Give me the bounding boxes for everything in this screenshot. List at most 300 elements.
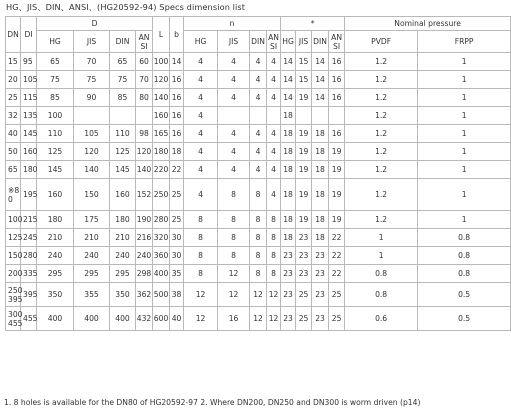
cell-d-ansi: 216: [136, 229, 153, 247]
cell-d-ansi: 70: [136, 71, 153, 89]
cell-frpp: 1: [418, 89, 511, 107]
cell-d-ansi: 140: [136, 161, 153, 179]
cell-n-jis: 4: [218, 71, 250, 89]
cell-l: 360: [153, 247, 170, 265]
cell-d-ansi: 80: [136, 89, 153, 107]
cell-s-jis: 25: [296, 283, 312, 307]
cell-n-din: 12: [250, 283, 267, 307]
cell-d-hg: 75: [37, 71, 74, 89]
cell-pvdf: 1.2: [345, 211, 418, 229]
cell-d-ansi: 362: [136, 283, 153, 307]
cell-s-ansi: 25: [329, 307, 345, 331]
cell-l: 220: [153, 161, 170, 179]
cell-l: 250: [153, 179, 170, 211]
cell-pvdf: 1.2: [345, 107, 418, 125]
cell-n-jis: [218, 107, 250, 125]
cell-d-jis: 175: [74, 211, 110, 229]
cell-s-din: 23: [312, 247, 329, 265]
cell-s-din: 18: [312, 211, 329, 229]
cell-d-ansi: 152: [136, 179, 153, 211]
cell-d-jis: 105: [74, 125, 110, 143]
cell-n-din: 4: [250, 161, 267, 179]
cell-s-hg: 18: [281, 143, 296, 161]
header-d-jis: JIS: [74, 31, 110, 53]
cell-dn-line: 20: [8, 75, 18, 84]
cell-n-ansi: 8: [267, 247, 281, 265]
cell-s-jis: 19: [296, 161, 312, 179]
header-row-1: [6, 17, 511, 31]
cell-d-jis: 140: [74, 161, 110, 179]
cell-s-hg: 18: [281, 179, 296, 211]
cell-s-hg: 18: [281, 229, 296, 247]
header-row-2: [6, 31, 511, 53]
cell-l: 600: [153, 307, 170, 331]
cell-n-din: 8: [250, 211, 267, 229]
header-n-ansi-an: AN: [268, 32, 279, 42]
cell-di: 395: [21, 283, 37, 307]
cell-d-hg: 240: [37, 247, 74, 265]
cell-d-hg: 110: [37, 125, 74, 143]
cell-dn-line: 100: [8, 215, 23, 224]
cell-dn-line: 150: [8, 251, 23, 260]
cell-b: 16: [170, 71, 184, 89]
cell-n-hg: 4: [184, 161, 218, 179]
cell-d-hg: 180: [37, 211, 74, 229]
header-n-hg: HG: [184, 31, 218, 53]
cell-d-jis: [74, 107, 110, 125]
cell-frpp: 1: [418, 143, 511, 161]
cell-di: 180: [21, 161, 37, 179]
table-row: [6, 53, 511, 71]
cell-n-din: 12: [250, 307, 267, 331]
cell-n-ansi: 4: [267, 179, 281, 211]
cell-n-ansi: 4: [267, 161, 281, 179]
table-row: [6, 265, 511, 283]
cell-pvdf: 0.6: [345, 307, 418, 331]
cell-l: 280: [153, 211, 170, 229]
cell-dn: [6, 125, 21, 143]
cell-d-ansi: 240: [136, 247, 153, 265]
cell-di: 160: [21, 143, 37, 161]
cell-n-hg: 4: [184, 89, 218, 107]
cell-l: 180: [153, 143, 170, 161]
cell-s-hg: 23: [281, 283, 296, 307]
cell-n-hg: 4: [184, 179, 218, 211]
cell-n-din: 4: [250, 125, 267, 143]
header-frpp: FRPP: [418, 31, 511, 53]
cell-s-din: 18: [312, 161, 329, 179]
cell-n-ansi: 8: [267, 229, 281, 247]
cell-s-jis: 19: [296, 179, 312, 211]
cell-s-ansi: 22: [329, 265, 345, 283]
cell-s-din: 23: [312, 283, 329, 307]
cell-b: 16: [170, 125, 184, 143]
cell-d-hg: 125: [37, 143, 74, 161]
cell-d-hg: 350: [37, 283, 74, 307]
cell-dn: [6, 89, 21, 107]
cell-frpp: 0.5: [418, 283, 511, 307]
cell-s-ansi: 16: [329, 71, 345, 89]
cell-n-din: 4: [250, 143, 267, 161]
cell-l: 160: [153, 107, 170, 125]
cell-d-jis: 90: [74, 89, 110, 107]
cell-dn: [6, 247, 21, 265]
cell-frpp: 0.5: [418, 307, 511, 331]
cell-dn-line: 25: [8, 93, 18, 102]
cell-n-hg: 4: [184, 125, 218, 143]
cell-b: 18: [170, 143, 184, 161]
cell-d-jis: 240: [74, 247, 110, 265]
cell-s-ansi: 19: [329, 179, 345, 211]
cell-s-jis: 15: [296, 53, 312, 71]
cell-d-ansi: 298: [136, 265, 153, 283]
cell-d-din: 125: [110, 143, 136, 161]
cell-l: 100: [153, 53, 170, 71]
cell-d-hg: 65: [37, 53, 74, 71]
cell-l: 120: [153, 71, 170, 89]
cell-d-hg: 160: [37, 179, 74, 211]
cell-di: 95: [21, 53, 37, 71]
cell-s-din: 14: [312, 89, 329, 107]
cell-di: 105: [21, 71, 37, 89]
cell-n-jis: 12: [218, 283, 250, 307]
cell-frpp: 1: [418, 125, 511, 143]
cell-b: 16: [170, 107, 184, 125]
cell-s-din: 18: [312, 125, 329, 143]
cell-s-ansi: 25: [329, 283, 345, 307]
cell-n-hg: 8: [184, 229, 218, 247]
cell-s-ansi: 16: [329, 89, 345, 107]
cell-frpp: 1: [418, 179, 511, 211]
cell-dn-line: 455: [8, 318, 23, 328]
cell-n-ansi: 4: [267, 125, 281, 143]
cell-b: 25: [170, 211, 184, 229]
cell-d-din: 75: [110, 71, 136, 89]
cell-s-ansi: [329, 107, 345, 125]
cell-d-jis: 150: [74, 179, 110, 211]
cell-d-ansi: [136, 107, 153, 125]
cell-s-ansi: 19: [329, 211, 345, 229]
cell-pvdf: 0.8: [345, 265, 418, 283]
header-d: D: [37, 17, 153, 31]
cell-d-ansi: 60: [136, 53, 153, 71]
header-di: DI: [21, 17, 37, 53]
cell-s-jis: 19: [296, 125, 312, 143]
cell-frpp: 0.8: [418, 265, 511, 283]
cell-b: 35: [170, 265, 184, 283]
cell-d-din: 240: [110, 247, 136, 265]
cell-l: 320: [153, 229, 170, 247]
cell-dn: [6, 307, 21, 331]
cell-frpp: 1: [418, 107, 511, 125]
cell-dn-line: 40: [8, 129, 18, 138]
cell-s-hg: 23: [281, 247, 296, 265]
header-l: L: [153, 17, 170, 53]
cell-n-din: 8: [250, 265, 267, 283]
table-row: [6, 107, 511, 125]
cell-s-ansi: 16: [329, 125, 345, 143]
cell-di: 245: [21, 229, 37, 247]
cell-n-jis: 12: [218, 265, 250, 283]
cell-n-hg: 4: [184, 53, 218, 71]
cell-dn: [6, 265, 21, 283]
cell-dn: [6, 179, 21, 211]
cell-d-din: 65: [110, 53, 136, 71]
cell-di: 115: [21, 89, 37, 107]
cell-s-jis: 19: [296, 211, 312, 229]
cell-n-ansi: 4: [267, 143, 281, 161]
header-s-hg: HG: [281, 31, 296, 53]
cell-n-jis: 16: [218, 307, 250, 331]
cell-n-din: 8: [250, 229, 267, 247]
cell-dn: [6, 229, 21, 247]
cell-pvdf: 1.2: [345, 53, 418, 71]
header-b: b: [170, 17, 184, 53]
table-row: [6, 89, 511, 107]
cell-d-jis: 120: [74, 143, 110, 161]
cell-s-ansi: 19: [329, 143, 345, 161]
cell-dn: [6, 53, 21, 71]
cell-dn-line: 395: [8, 294, 23, 304]
cell-n-hg: 8: [184, 247, 218, 265]
cell-l: 165: [153, 125, 170, 143]
cell-n-hg: 4: [184, 143, 218, 161]
cell-s-jis: 23: [296, 229, 312, 247]
cell-d-din: 400: [110, 307, 136, 331]
cell-dn: [6, 143, 21, 161]
cell-n-jis: 4: [218, 143, 250, 161]
cell-s-hg: 23: [281, 265, 296, 283]
cell-n-ansi: 4: [267, 53, 281, 71]
cell-d-din: 210: [110, 229, 136, 247]
cell-b: 25: [170, 179, 184, 211]
cell-d-ansi: 98: [136, 125, 153, 143]
cell-dn-line: 50: [8, 147, 18, 156]
cell-n-din: 8: [250, 179, 267, 211]
cell-dn: [6, 211, 21, 229]
cell-di: 195: [21, 179, 37, 211]
cell-dn-line: 65: [8, 165, 18, 174]
cell-pvdf: 1.2: [345, 71, 418, 89]
header-n-ansi: [267, 31, 281, 53]
header-s-ansi: [329, 31, 345, 53]
cell-pvdf: 1: [345, 229, 418, 247]
cell-n-din: 4: [250, 89, 267, 107]
cell-di: 145: [21, 125, 37, 143]
cell-n-ansi: 8: [267, 211, 281, 229]
cell-s-hg: 23: [281, 307, 296, 331]
cell-l: 500: [153, 283, 170, 307]
cell-di: 215: [21, 211, 37, 229]
cell-s-jis: 23: [296, 265, 312, 283]
cell-s-din: 23: [312, 265, 329, 283]
cell-di: 455: [21, 307, 37, 331]
cell-d-din: 145: [110, 161, 136, 179]
table-row: [6, 71, 511, 89]
cell-b: 30: [170, 229, 184, 247]
cell-d-ansi: 432: [136, 307, 153, 331]
cell-frpp: 0.8: [418, 247, 511, 265]
cell-d-din: 350: [110, 283, 136, 307]
cell-d-din: 160: [110, 179, 136, 211]
cell-n-ansi: 4: [267, 71, 281, 89]
cell-di: 135: [21, 107, 37, 125]
header-d-ansi: [136, 31, 153, 53]
cell-pvdf: 1.2: [345, 179, 418, 211]
table-row: [6, 307, 511, 331]
cell-pvdf: 1: [345, 247, 418, 265]
cell-s-din: 14: [312, 53, 329, 71]
header-n-jis: JIS: [218, 31, 250, 53]
cell-n-ansi: 8: [267, 265, 281, 283]
cell-dn: [6, 71, 21, 89]
cell-di: 280: [21, 247, 37, 265]
cell-dn: [6, 107, 21, 125]
cell-n-jis: 8: [218, 229, 250, 247]
cell-d-jis: 400: [74, 307, 110, 331]
cell-s-jis: 15: [296, 71, 312, 89]
cell-n-hg: 4: [184, 107, 218, 125]
cell-frpp: 1: [418, 71, 511, 89]
cell-b: 38: [170, 283, 184, 307]
cell-d-jis: 295: [74, 265, 110, 283]
header-s-jis: JIS: [296, 31, 312, 53]
cell-d-hg: 100: [37, 107, 74, 125]
cell-dn-line: 200: [8, 269, 23, 278]
header-d-din: DIN: [110, 31, 136, 53]
header-n-din: DIN: [250, 31, 267, 53]
footnote: 1. 8 holes is available for the DN80 of HG20592-97 2. Where DN200, DN250 and DN300 is worm driven (p14): [4, 398, 421, 407]
cell-d-din: 85: [110, 89, 136, 107]
cell-d-din: 295: [110, 265, 136, 283]
table-row: [6, 161, 511, 179]
header-n: n: [184, 17, 281, 31]
header-n-ansi-si: SI: [270, 41, 278, 51]
cell-s-ansi: 19: [329, 161, 345, 179]
cell-s-hg: 18: [281, 107, 296, 125]
cell-s-hg: 18: [281, 161, 296, 179]
header-star: *: [281, 17, 345, 31]
cell-s-hg: 14: [281, 71, 296, 89]
cell-dn: [6, 161, 21, 179]
cell-l: 140: [153, 89, 170, 107]
cell-di: 335: [21, 265, 37, 283]
cell-d-jis: 355: [74, 283, 110, 307]
cell-s-ansi: 22: [329, 229, 345, 247]
cell-d-din: [110, 107, 136, 125]
cell-frpp: 0.8: [418, 229, 511, 247]
cell-s-ansi: 16: [329, 53, 345, 71]
header-s-din: DIN: [312, 31, 329, 53]
cell-n-jis: 4: [218, 53, 250, 71]
cell-n-ansi: 12: [267, 283, 281, 307]
cell-l: 400: [153, 265, 170, 283]
cell-n-jis: 8: [218, 211, 250, 229]
cell-s-jis: [296, 107, 312, 125]
cell-frpp: 1: [418, 211, 511, 229]
header-s-ansi-an: AN: [331, 32, 343, 42]
cell-n-hg: 12: [184, 283, 218, 307]
cell-s-hg: 18: [281, 125, 296, 143]
cell-dn-line: 125: [8, 233, 23, 242]
cell-n-jis: 4: [218, 89, 250, 107]
cell-dn-line: ※8: [8, 185, 20, 195]
cell-d-hg: 400: [37, 307, 74, 331]
cell-pvdf: 1.2: [345, 125, 418, 143]
cell-dn-line: 15: [8, 57, 18, 66]
cell-pvdf: 1.2: [345, 89, 418, 107]
cell-dn-line: 250: [8, 285, 23, 295]
cell-d-hg: 145: [37, 161, 74, 179]
cell-n-hg: 12: [184, 307, 218, 331]
cell-n-jis: 4: [218, 161, 250, 179]
cell-pvdf: 1.2: [345, 143, 418, 161]
cell-d-jis: 210: [74, 229, 110, 247]
cell-d-ansi: 120: [136, 143, 153, 161]
cell-s-din: 23: [312, 307, 329, 331]
header-d-ansi-an: AN: [138, 32, 150, 42]
cell-n-din: 4: [250, 71, 267, 89]
cell-n-din: [250, 107, 267, 125]
cell-d-jis: 70: [74, 53, 110, 71]
cell-d-din: 110: [110, 125, 136, 143]
header-dn: DN: [6, 17, 21, 53]
cell-dn: [6, 283, 21, 307]
table-row: [6, 283, 511, 307]
cell-d-jis: 75: [74, 71, 110, 89]
cell-n-jis: 4: [218, 125, 250, 143]
spec-table: [5, 16, 511, 331]
cell-n-ansi: [267, 107, 281, 125]
cell-s-din: 14: [312, 71, 329, 89]
cell-b: 22: [170, 161, 184, 179]
header-d-ansi-si: SI: [140, 41, 148, 51]
cell-s-din: [312, 107, 329, 125]
cell-s-jis: 19: [296, 89, 312, 107]
cell-dn-line: 32: [8, 111, 18, 120]
table-row: [6, 179, 511, 211]
header-pvdf: PVDF: [345, 31, 418, 53]
cell-s-ansi: 22: [329, 247, 345, 265]
cell-n-jis: 8: [218, 247, 250, 265]
cell-n-din: 8: [250, 247, 267, 265]
cell-dn-line: 0: [8, 194, 13, 204]
cell-n-jis: 8: [218, 179, 250, 211]
cell-n-ansi: 12: [267, 307, 281, 331]
cell-b: 16: [170, 89, 184, 107]
cell-s-hg: 18: [281, 211, 296, 229]
cell-d-ansi: 190: [136, 211, 153, 229]
table-row: [6, 143, 511, 161]
cell-s-jis: 25: [296, 307, 312, 331]
header-s-ansi-si: SI: [333, 41, 341, 51]
cell-b: 30: [170, 247, 184, 265]
cell-d-hg: 85: [37, 89, 74, 107]
table-row: [6, 125, 511, 143]
cell-frpp: 1: [418, 161, 511, 179]
cell-dn-line: 300: [8, 309, 23, 319]
cell-s-din: 18: [312, 179, 329, 211]
cell-b: 40: [170, 307, 184, 331]
cell-pvdf: 1.2: [345, 161, 418, 179]
cell-s-hg: 14: [281, 89, 296, 107]
cell-d-hg: 295: [37, 265, 74, 283]
cell-n-din: 4: [250, 53, 267, 71]
cell-pvdf: 0.8: [345, 283, 418, 307]
header-d-hg: HG: [37, 31, 74, 53]
cell-s-din: 18: [312, 143, 329, 161]
cell-frpp: 1: [418, 53, 511, 71]
